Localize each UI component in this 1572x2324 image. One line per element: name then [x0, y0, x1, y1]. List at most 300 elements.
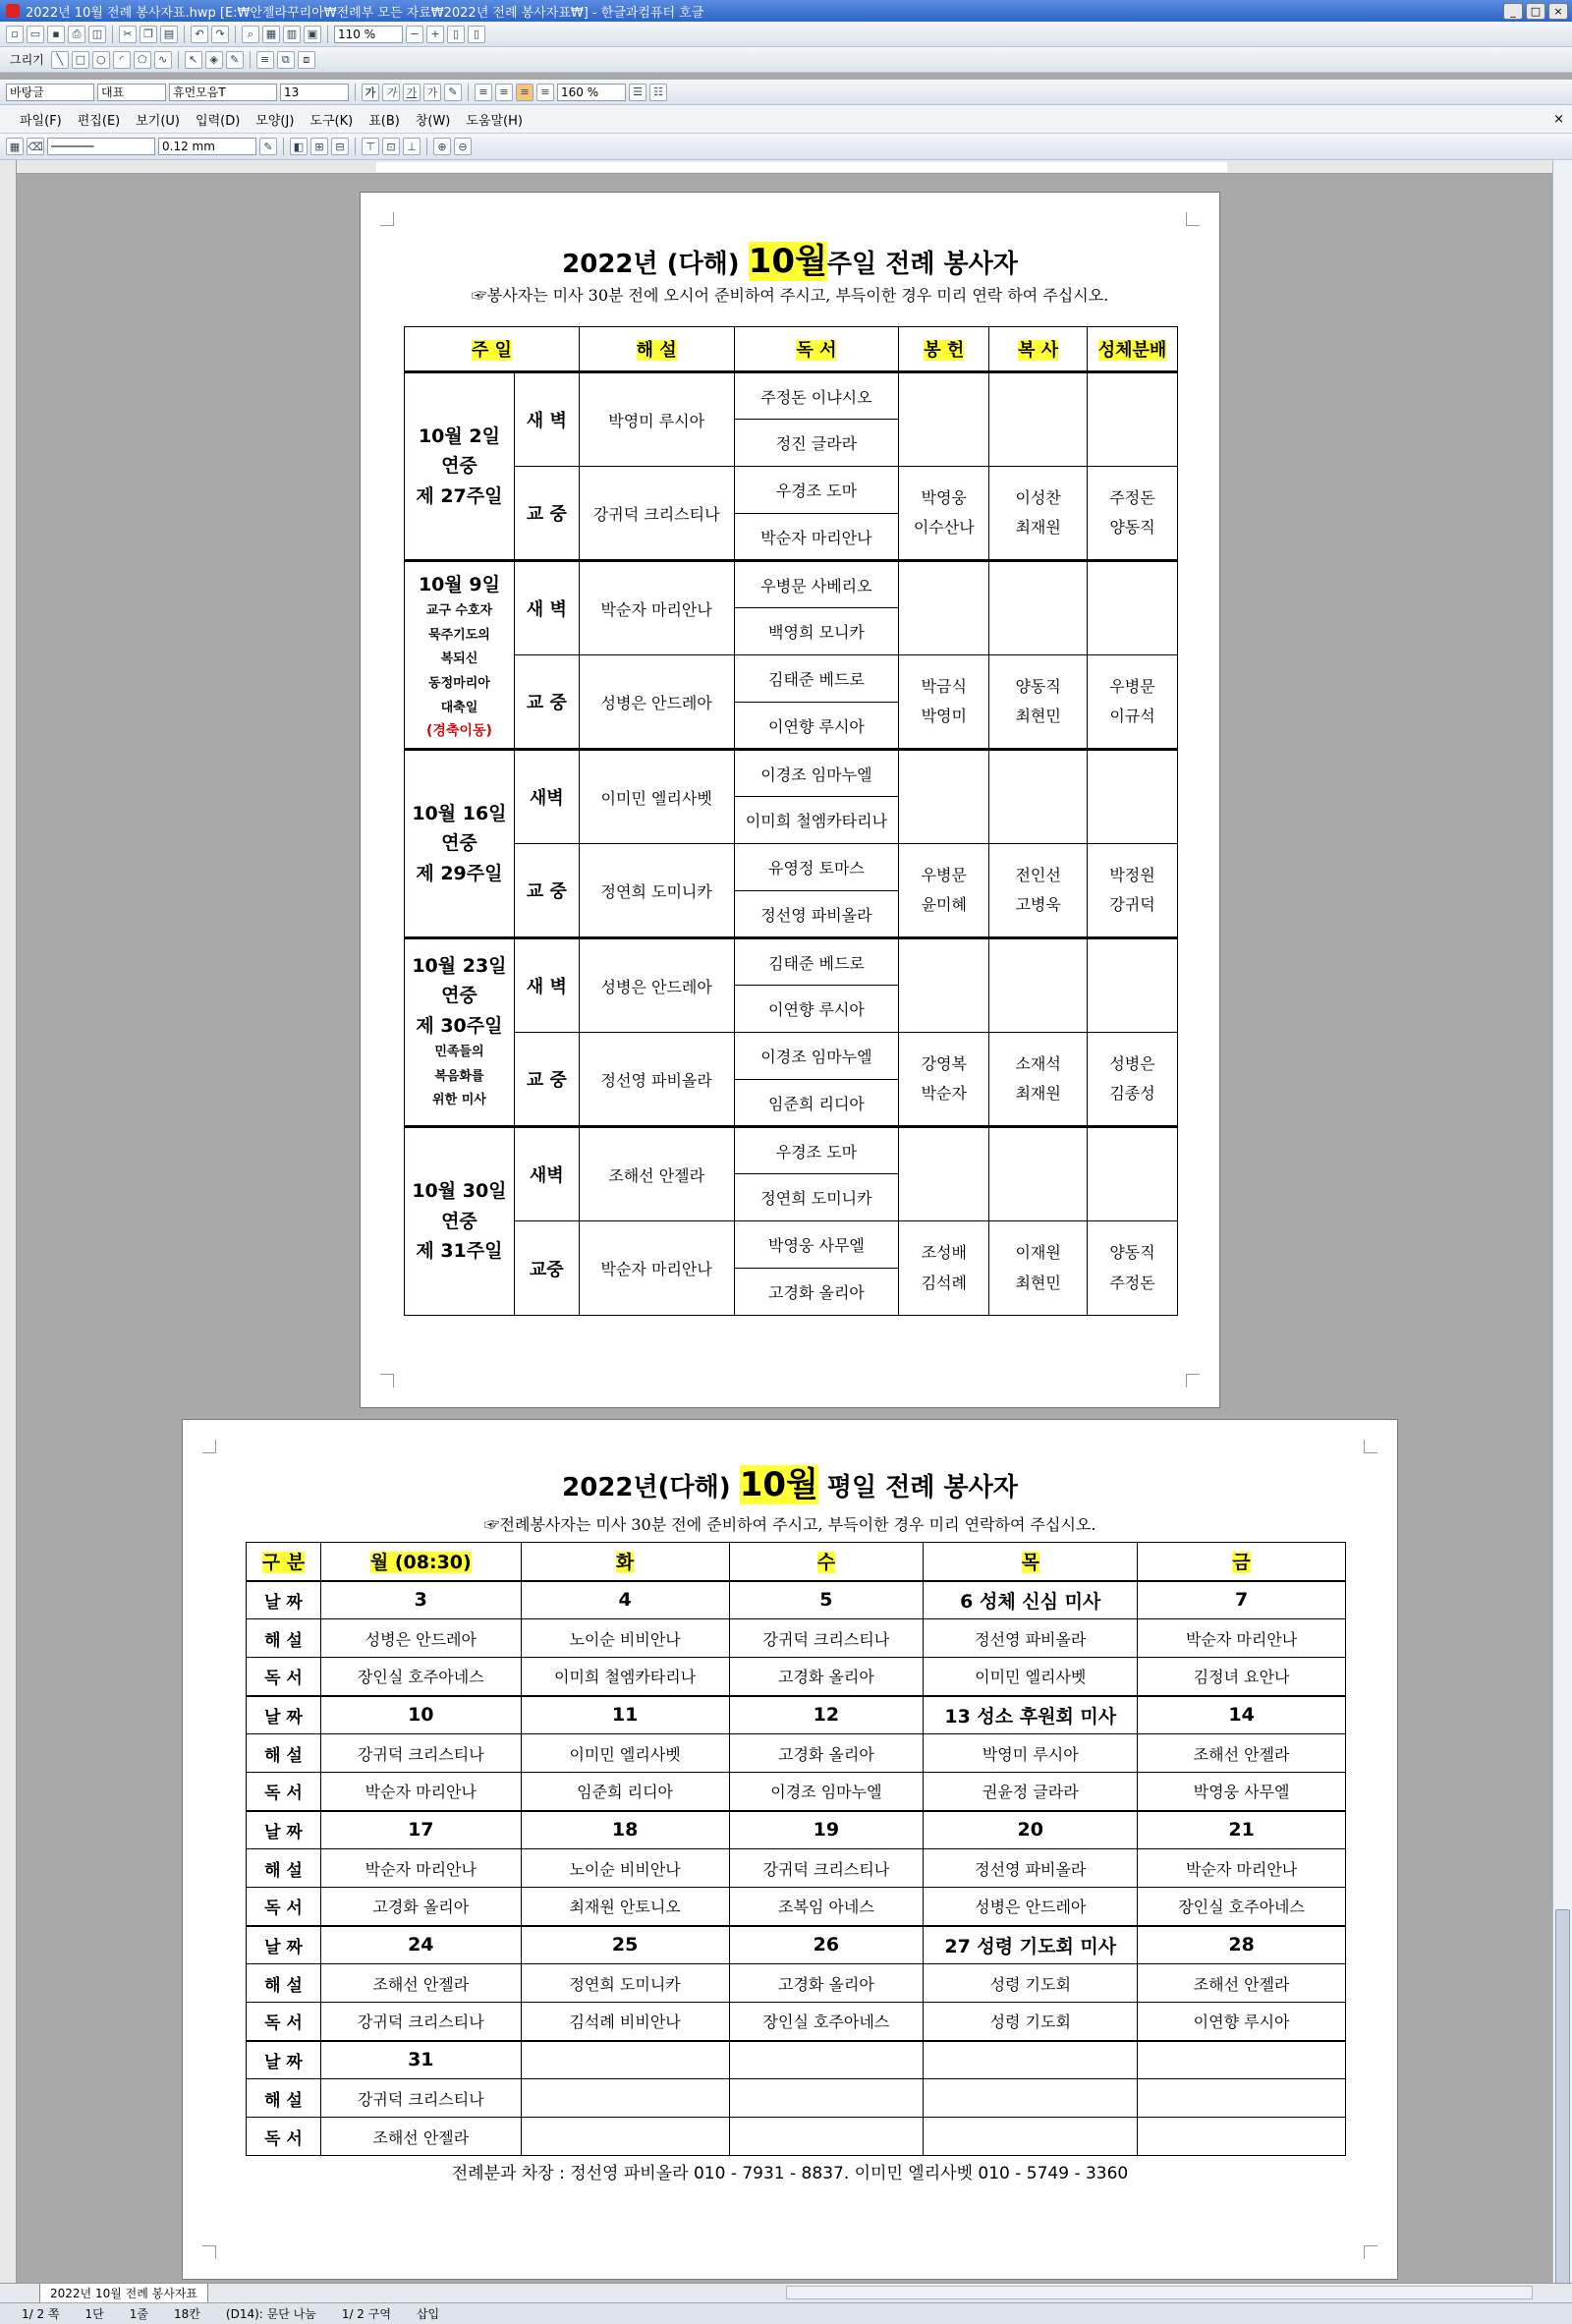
- arc-tool-icon[interactable]: ◜: [113, 51, 131, 69]
- offering-cell: [899, 844, 989, 938]
- ellipse-tool-icon[interactable]: ○: [92, 51, 110, 69]
- weekday-reading-row: [247, 1888, 1346, 1926]
- weekday-comment-cell: [1138, 2079, 1346, 2118]
- weekday-date-cell: 26: [729, 1926, 924, 1964]
- sunday-feast-line: 복되신: [440, 652, 478, 667]
- weekday-date-cell: 28: [1138, 1926, 1346, 1964]
- weekday-date-cell: 31: [320, 2041, 521, 2079]
- row-label: 날 짜: [247, 1926, 321, 1964]
- weekday-comment-row: [247, 1619, 1346, 1658]
- draw-label[interactable]: 그리기: [10, 53, 44, 67]
- weekday-comment-cell: 조해선 안젤라: [1138, 1964, 1346, 2003]
- curve-tool-icon[interactable]: ∿: [154, 51, 172, 69]
- weekday-reading-cell: 이미희 철엠카타리나: [521, 1658, 729, 1696]
- commentator-cell: 조해선 안젤라: [579, 1127, 734, 1221]
- reader-cell: 정진 글라라: [734, 420, 899, 467]
- align-objects-icon[interactable]: ≡: [256, 51, 274, 69]
- table-icon[interactable]: ▦: [262, 26, 280, 43]
- row-label: 해 설: [247, 2079, 321, 2118]
- cell-border-icon[interactable]: ▦: [6, 138, 24, 155]
- polygon-tool-icon[interactable]: ⬠: [134, 51, 151, 69]
- offering-name: 박금식: [921, 676, 967, 696]
- table-toolbar: [0, 134, 1572, 160]
- undo-icon[interactable]: ↶: [191, 26, 208, 43]
- weekday-comment-cell: [924, 2079, 1138, 2118]
- delete-row-icon[interactable]: ⊖: [454, 138, 472, 155]
- erase-border-icon[interactable]: ⌫: [27, 138, 44, 155]
- empty-cell: [899, 372, 989, 467]
- sunday-date-cell: [405, 561, 515, 750]
- weekday-comment-cell: 고경화 올리아: [729, 1964, 924, 2003]
- header-communion: 성체분배: [1097, 340, 1167, 361]
- server-name: 이재원: [1015, 1243, 1061, 1263]
- weekday-reading-cell: 장인실 호주아네스: [729, 2003, 924, 2041]
- offering-cell: [899, 467, 989, 561]
- sunday-feast-line: 민족들의: [434, 1045, 484, 1060]
- empty-cell: [1088, 1127, 1178, 1221]
- weekday-reading-cell: 조복임 아네스: [729, 1888, 924, 1926]
- weekday-reading-cell: 이경조 임마누엘: [729, 1773, 924, 1811]
- weekday-comment-cell: 성병은 안드레아: [320, 1619, 521, 1658]
- menu-tools[interactable]: 도구(K): [309, 113, 354, 129]
- weekday-date-cell: 6 성체 신심 미사: [924, 1581, 1138, 1619]
- select-tool-icon[interactable]: ↖: [185, 51, 202, 69]
- sunday-date-line: 10월 2일: [418, 425, 500, 447]
- offering-name: 김석례: [921, 1273, 967, 1292]
- menu-format[interactable]: 모양(J): [255, 113, 295, 129]
- offering-name: 강영복: [921, 1053, 967, 1073]
- zoom-in-icon[interactable]: +: [426, 26, 444, 43]
- formatting-toolbar: [0, 80, 1572, 105]
- weekday-reading-cell: 고경화 올리아: [729, 1658, 924, 1696]
- sunday-row: [405, 844, 1178, 891]
- commentator-cell: 성병은 안드레아: [579, 655, 734, 750]
- status-para: (D14): 문단 나눔: [225, 2307, 316, 2321]
- communion-name: 김종성: [1109, 1084, 1155, 1103]
- group-icon[interactable]: ⧉: [277, 51, 295, 69]
- reader-cell: 우경조 도마: [734, 1127, 899, 1174]
- row-label: 해 설: [247, 1619, 321, 1658]
- sunday-feast-line: 동정마리아: [428, 676, 490, 692]
- reader-cell: 박영웅 사무엘: [734, 1221, 899, 1269]
- weekday-comment-cell: 성령 기도회: [924, 1964, 1138, 2003]
- reader-cell: 김태준 베드로: [734, 938, 899, 986]
- header-offering: 봉 헌: [924, 340, 965, 361]
- weekday-reading-cell: [1138, 2118, 1346, 2156]
- weekday-date-cell: 19: [729, 1811, 924, 1849]
- sunday-date-cell: [405, 372, 515, 561]
- server-name: 최현민: [1015, 707, 1061, 725]
- redo-icon[interactable]: ↷: [211, 26, 229, 43]
- weekday-comment-cell: 이미민 엘리사벳: [521, 1734, 729, 1773]
- split-cells-icon[interactable]: ⊟: [331, 138, 349, 155]
- sunday-row: [405, 372, 1178, 420]
- chart-icon[interactable]: ▥: [283, 26, 301, 43]
- sunday-row: [405, 750, 1178, 797]
- row-label: 독 서: [247, 1888, 321, 1926]
- drawing-toolbar: [0, 47, 1572, 73]
- line-spacing-combo[interactable]: 160 %: [557, 84, 626, 101]
- border-color-icon[interactable]: ✎: [259, 138, 277, 155]
- sunday-date-line: 10월 30일: [412, 1180, 507, 1203]
- row-label: 해 설: [247, 1849, 321, 1888]
- font-combo[interactable]: 휴먼모음T: [169, 84, 277, 101]
- reader-cell: 백영희 모니카: [734, 608, 899, 655]
- row-label: 해 설: [247, 1964, 321, 2003]
- weekday-schedule-table: [246, 1542, 1346, 2156]
- cut-icon[interactable]: ✂: [119, 26, 137, 43]
- row-label: 날 짜: [247, 1811, 321, 1849]
- weekday-reading-cell: 김정녀 요안나: [1138, 1658, 1346, 1696]
- image-icon[interactable]: ▣: [304, 26, 321, 43]
- insert-row-icon[interactable]: ⊕: [433, 138, 451, 155]
- menu-file[interactable]: 파일(F): [20, 113, 62, 129]
- weekday-reading-cell: 성병은 안드레아: [924, 1888, 1138, 1926]
- offering-name: 박영웅: [921, 487, 967, 507]
- reader-cell: 임준희 리디아: [734, 1080, 899, 1127]
- empty-cell: [1088, 938, 1178, 1033]
- weekday-comment-cell: 정선영 파비올라: [924, 1619, 1138, 1658]
- sunday-row: [405, 1127, 1178, 1174]
- communion-name: 우병문: [1109, 676, 1155, 696]
- menu-window[interactable]: 창(W): [415, 113, 451, 129]
- horizontal-ruler[interactable]: [17, 160, 1552, 174]
- weekday-date-row: [247, 2041, 1346, 2079]
- mass-label: 새 벽: [514, 938, 579, 1033]
- underline-icon[interactable]: 가: [403, 84, 421, 101]
- sunday-date-cell: [405, 1127, 515, 1316]
- header-fri: 금: [1232, 1552, 1251, 1574]
- communion-name: 성병은: [1109, 1053, 1155, 1073]
- commentator-cell: 박순자 마리안나: [579, 1221, 734, 1316]
- status-page: 1/ 2 쪽: [22, 2307, 60, 2321]
- align-right-icon[interactable]: ≡: [536, 84, 554, 101]
- empty-cell: [899, 938, 989, 1033]
- weekday-date-cell: [729, 2041, 924, 2079]
- offering-cell: [899, 1221, 989, 1316]
- save-icon[interactable]: ▪: [47, 26, 65, 43]
- server-name: 전인선: [1015, 865, 1061, 884]
- row-label: 독 서: [247, 1773, 321, 1811]
- row-label: 날 짜: [247, 1696, 321, 1734]
- page2-title: 2022년(다해) 10월 평일 전례 봉사자: [562, 1465, 1018, 1504]
- minimize-button[interactable]: _: [1503, 3, 1523, 20]
- weekday-reading-cell: 이연향 루시아: [1138, 2003, 1346, 2041]
- server-cell: [989, 655, 1088, 750]
- font-color-icon[interactable]: 가: [423, 84, 441, 101]
- offering-cell: [899, 655, 989, 750]
- reader-cell: 정선영 파비올라: [734, 891, 899, 938]
- sunday-row: [405, 561, 1178, 608]
- close-doc-icon[interactable]: ×: [1553, 111, 1564, 127]
- numbered-list-icon[interactable]: ☷: [649, 84, 667, 101]
- italic-icon[interactable]: 가: [382, 84, 400, 101]
- contact-footer: 전례분과 차장 : 정선영 파비올라 010 - 7931 - 8837. 이미민 엘리사벳 010 - 5749 - 3360: [451, 2164, 1129, 2183]
- weekday-comment-cell: 박순자 마리안나: [1138, 1849, 1346, 1888]
- weekday-date-cell: 24: [320, 1926, 521, 1964]
- weekday-date-cell: 12: [729, 1696, 924, 1734]
- weekday-date-cell: [521, 2041, 729, 2079]
- weekday-reading-cell: 박순자 마리안나: [320, 1773, 521, 1811]
- weekday-reading-cell: 권윤정 글라라: [924, 1773, 1138, 1811]
- cell-align-top-icon[interactable]: ⊤: [362, 138, 379, 155]
- weekday-date-row: [247, 1581, 1346, 1619]
- zoom-out-icon[interactable]: −: [406, 26, 423, 43]
- window-title: 2022년 10월 전례 봉사자표.hwp [E:₩안젤라꾸리아₩전례부 모든 자료₩2022년 전례 봉사자표₩] - 한글과컴퓨터 호글: [26, 5, 704, 21]
- weekday-date-cell: 21: [1138, 1811, 1346, 1849]
- weekday-reading-cell: 조해선 안젤라: [320, 2118, 521, 2156]
- weekday-date-row: [247, 1696, 1346, 1734]
- new-doc-icon[interactable]: ▫: [6, 26, 24, 43]
- menu-bar: [0, 105, 1572, 134]
- header-category: 구 분: [261, 1552, 306, 1574]
- style-combo[interactable]: 바탕글: [6, 84, 94, 101]
- empty-cell: [989, 750, 1088, 844]
- page1-notice: ☞봉사자는 미사 30분 전에 오시어 준비하여 주시고, 부득이한 경우 미리 연락 하여 주십시오.: [471, 286, 1109, 305]
- vertical-scrollbar[interactable]: [1552, 160, 1572, 2283]
- server-cell: [989, 1221, 1088, 1316]
- page1-title: 2022년 (다해) 10월주일 전례 봉사자: [562, 242, 1018, 281]
- weekday-comment-cell: 정연희 도미니카: [521, 1964, 729, 2003]
- row-label: 날 짜: [247, 2041, 321, 2079]
- reader-cell: 정연희 도미니카: [734, 1174, 899, 1221]
- document-tab[interactable]: 2022년 10월 전례 봉사자표: [39, 2284, 208, 2303]
- empty-cell: [899, 750, 989, 844]
- menu-insert[interactable]: 입력(D): [196, 113, 241, 129]
- sunday-date-line: 10월 9일: [418, 573, 500, 595]
- weekday-date-cell: 7: [1138, 1581, 1346, 1619]
- offering-name: 박순자: [921, 1084, 967, 1103]
- line-width-combo[interactable]: 0.12 mm: [158, 138, 256, 155]
- sunday-date-line: 제 31주일: [416, 1240, 503, 1263]
- weekday-comment-cell: 노이순 비비안나: [521, 1849, 729, 1888]
- header-commentary: 해 설: [636, 340, 677, 361]
- weekday-reading-cell: 임준희 리디아: [521, 1773, 729, 1811]
- merge-cells-icon[interactable]: ⊞: [310, 138, 328, 155]
- document-page-1[interactable]: [360, 192, 1220, 1408]
- list-icon[interactable]: ☰: [629, 84, 646, 101]
- communion-cell: [1088, 844, 1178, 938]
- sunday-date-line: 연중: [441, 455, 477, 478]
- weekday-comment-row: [247, 2079, 1346, 2118]
- mass-label: 교 중: [514, 1033, 579, 1127]
- server-name: 최재원: [1015, 518, 1061, 537]
- server-name: 최재원: [1015, 1084, 1061, 1103]
- weekday-reading-cell: 강귀덕 크리스티나: [320, 2003, 521, 2041]
- server-name: 양동직: [1015, 676, 1061, 696]
- server-name: 고병욱: [1015, 895, 1061, 914]
- reader-cell: 박순자 마리안나: [734, 514, 899, 561]
- header-thu: 목: [1021, 1552, 1039, 1574]
- close-button[interactable]: ×: [1548, 3, 1568, 20]
- weekday-date-cell: [1138, 2041, 1346, 2079]
- rect-tool-icon[interactable]: □: [72, 51, 89, 69]
- font-size-combo[interactable]: 13: [280, 84, 349, 101]
- communion-name: 양동직: [1109, 1243, 1155, 1263]
- sunday-row: [405, 467, 1178, 514]
- sunday-feast-line: 묵주기도의: [428, 627, 490, 643]
- weekday-reading-cell: 박영웅 사무엘: [1138, 1773, 1346, 1811]
- mass-label: 교중: [514, 1221, 579, 1316]
- line-tool-icon[interactable]: ╲: [51, 51, 69, 69]
- communion-name: 주정돈: [1109, 1273, 1155, 1292]
- copy-icon[interactable]: ❐: [140, 26, 157, 43]
- reader-cell: 김태준 베드로: [734, 655, 899, 703]
- sunday-row: [405, 1221, 1178, 1269]
- sunday-date-line: 10월 16일: [412, 802, 507, 824]
- header-mon: 월 (08:30): [369, 1552, 472, 1574]
- sunday-date-line: 연중: [441, 985, 477, 1007]
- weekday-reading-row: [247, 2003, 1346, 2041]
- preview-icon[interactable]: ◫: [88, 26, 106, 43]
- align-left-icon[interactable]: ≡: [495, 84, 513, 101]
- align-center-icon[interactable]: ≡: [516, 84, 533, 101]
- menu-edit[interactable]: 편집(E): [77, 113, 121, 129]
- cell-align-middle-icon[interactable]: ⊡: [382, 138, 400, 155]
- reader-cell: 이미희 철엠카타리나: [734, 797, 899, 844]
- status-char: 18칸: [174, 2307, 200, 2321]
- weekday-reading-row: [247, 1658, 1346, 1696]
- sunday-date-line: 제 27주일: [416, 484, 503, 507]
- weekday-comment-cell: 강귀덕 크리스티나: [729, 1619, 924, 1658]
- status-column: 1단: [84, 2307, 104, 2321]
- line-color-icon[interactable]: ✎: [226, 51, 244, 69]
- reader-cell: 이연향 루시아: [734, 986, 899, 1033]
- offering-name: 우병문: [921, 865, 967, 884]
- menu-table[interactable]: 표(B): [368, 113, 400, 129]
- page-view-icon[interactable]: ▯: [447, 26, 465, 43]
- weekday-comment-cell: [521, 2079, 729, 2118]
- weekday-reading-cell: 성령 기도회: [924, 2003, 1138, 2041]
- row-label: 독 서: [247, 2003, 321, 2041]
- status-insert-mode: 삽입: [416, 2307, 440, 2321]
- weekday-date-cell: 4: [521, 1581, 729, 1619]
- communion-name: 양동직: [1109, 518, 1155, 537]
- weekday-reading-cell: [924, 2118, 1138, 2156]
- menu-help[interactable]: 도움말(H): [466, 113, 523, 129]
- server-cell: [989, 1033, 1088, 1127]
- reader-cell: 유영정 토마스: [734, 844, 899, 891]
- server-cell: [989, 467, 1088, 561]
- weekday-reading-cell: 김석례 비비안나: [521, 2003, 729, 2041]
- commentator-cell: 박영미 루시아: [579, 372, 734, 467]
- sunday-date-cell: [405, 938, 515, 1127]
- weekday-comment-cell: 강귀덕 크리스티나: [320, 2079, 521, 2118]
- reader-cell: 우경조 도마: [734, 467, 899, 514]
- highlight-icon[interactable]: ✎: [444, 84, 462, 101]
- document-page-2[interactable]: [182, 1419, 1398, 2280]
- sunday-note-red: (경축이동): [425, 723, 492, 740]
- offering-name: 이수산나: [913, 518, 975, 537]
- reader-cell: 이경조 임마누엘: [734, 750, 899, 797]
- communion-name: 주정돈: [1109, 487, 1155, 507]
- cell-fill-icon[interactable]: ◧: [290, 138, 308, 155]
- two-page-icon[interactable]: ▯: [468, 26, 485, 43]
- weekday-reading-cell: 장인실 호주아네스: [320, 1658, 521, 1696]
- row-label: 독 서: [247, 2118, 321, 2156]
- line-style-combo[interactable]: ──────: [47, 138, 155, 155]
- weekday-reading-cell: 최재원 안토니오: [521, 1888, 729, 1926]
- server-name: 이성찬: [1015, 487, 1061, 507]
- offering-name: 조성배: [921, 1243, 967, 1263]
- weekday-comment-cell: 노이순 비비안나: [521, 1619, 729, 1658]
- lang-combo[interactable]: 대표: [97, 84, 166, 101]
- weekday-comment-row: [247, 1849, 1346, 1888]
- scroll-thumb[interactable]: [1555, 1909, 1570, 2324]
- weekday-reading-cell: [729, 2118, 924, 2156]
- empty-cell: [989, 561, 1088, 655]
- order-icon[interactable]: ⧈: [298, 51, 315, 69]
- maximize-button[interactable]: □: [1526, 3, 1545, 20]
- find-icon[interactable]: ⌕: [242, 26, 259, 43]
- vertical-ruler[interactable]: [0, 160, 17, 2283]
- empty-cell: [989, 1127, 1088, 1221]
- open-folder-icon[interactable]: ▭: [27, 26, 44, 43]
- sunday-schedule-table: [404, 326, 1178, 1316]
- row-label: 날 짜: [247, 1581, 321, 1619]
- bold-icon[interactable]: 가: [362, 84, 379, 101]
- page2-notice: ☞전례봉사자는 미사 30분 전에 준비하여 주시고, 부득이한 경우 미리 연락하여 주십시오.: [483, 1515, 1096, 1534]
- weekday-date-cell: 14: [1138, 1696, 1346, 1734]
- sunday-date-line: 10월 23일: [412, 954, 507, 977]
- offering-name: 윤미혜: [921, 895, 967, 914]
- empty-cell: [1088, 750, 1178, 844]
- weekday-comment-cell: [729, 2079, 924, 2118]
- weekday-date-cell: 13 성소 후원회 미사: [924, 1696, 1138, 1734]
- communion-cell: [1088, 467, 1178, 561]
- weekday-date-cell: 5: [729, 1581, 924, 1619]
- zoom-combo[interactable]: 110 %: [334, 26, 403, 43]
- hwp-app-icon: [6, 4, 20, 18]
- sunday-date-cell: [405, 750, 515, 938]
- weekday-date-cell: [924, 2041, 1138, 2079]
- header-sunday: 주 일: [471, 340, 512, 361]
- weekday-date-row: [247, 1926, 1346, 1964]
- weekday-reading-cell: 장인실 호주아네스: [1138, 1888, 1346, 1926]
- empty-cell: [899, 561, 989, 655]
- offering-name: 박영미: [921, 707, 967, 725]
- weekday-date-cell: 17: [320, 1811, 521, 1849]
- sunday-date-line: 연중: [441, 832, 477, 855]
- mass-label: 교 중: [514, 467, 579, 561]
- mass-label: 새 벽: [514, 561, 579, 655]
- communion-cell: [1088, 1221, 1178, 1316]
- header-tue: 화: [615, 1552, 635, 1574]
- window-titlebar: [0, 0, 1572, 22]
- cell-align-bottom-icon[interactable]: ⊥: [403, 138, 421, 155]
- fill-color-icon[interactable]: ◈: [205, 51, 223, 69]
- horizontal-scrollbar[interactable]: [786, 2286, 1533, 2299]
- commentator-cell: 이미민 엘리사벳: [579, 750, 734, 844]
- align-justify-icon[interactable]: ≡: [475, 84, 492, 101]
- print-icon[interactable]: ⎙: [68, 26, 85, 43]
- weekday-date-cell: 25: [521, 1926, 729, 1964]
- weekday-comment-cell: 박순자 마리안나: [320, 1849, 521, 1888]
- empty-cell: [989, 372, 1088, 467]
- sunday-date-line: 연중: [441, 1210, 477, 1232]
- empty-cell: [899, 1127, 989, 1221]
- communion-name: 박정원: [1109, 865, 1155, 884]
- paste-icon[interactable]: ▤: [160, 26, 178, 43]
- commentator-cell: 정연희 도미니카: [579, 844, 734, 938]
- commentator-cell: 박순자 마리안나: [579, 561, 734, 655]
- header-reading: 독 서: [796, 340, 837, 361]
- weekday-reading-cell: 고경화 올리아: [320, 1888, 521, 1926]
- sunday-row: [405, 655, 1178, 703]
- menu-view[interactable]: 보기(U): [136, 113, 181, 129]
- status-line: 1줄: [129, 2307, 149, 2321]
- empty-cell: [989, 938, 1088, 1033]
